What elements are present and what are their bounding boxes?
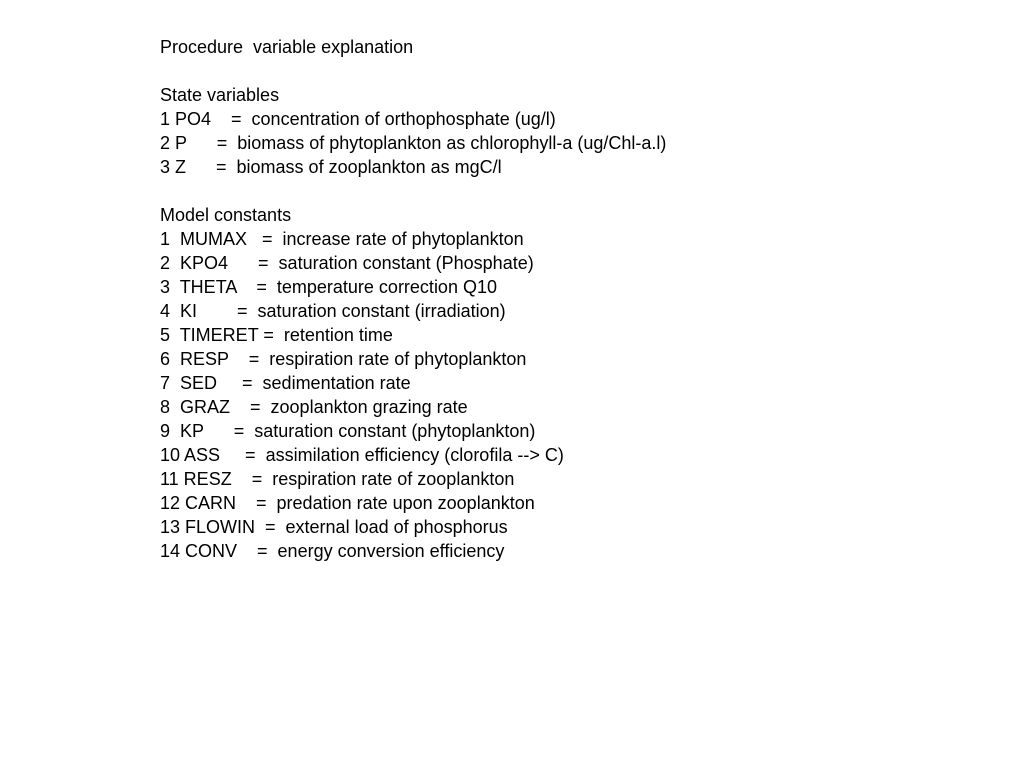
state-variable-item: 1 PO4 = concentration of orthophosphate (ug/l): [160, 109, 556, 129]
model-constant-item: 11 RESZ = respiration rate of zooplankton: [160, 469, 515, 489]
slide-title: Procedure variable explanation: [160, 37, 414, 57]
model-constant-item: 1 MUMAX = increase rate of phytoplankton: [160, 229, 524, 249]
model-constant-item: 9 KP = saturation constant (phytoplankton): [160, 421, 536, 441]
state-variable-item: 2 P = biomass of phytoplankton as chlorophyll-a (ug/Chl-a.l): [160, 133, 667, 153]
model-constant-item: 13 FLOWIN = external load of phosphorus: [160, 517, 508, 537]
model-constant-item: 14 CONV = energy conversion efficiency: [160, 541, 505, 561]
model-constant-item: 4 KI = saturation constant (irradiation): [160, 301, 506, 321]
model-constant-item: 5 TIMERET = retention time: [160, 325, 393, 345]
section-heading-model-constants: Model constants: [160, 205, 292, 225]
spacer: [160, 179, 980, 203]
spacer: [160, 59, 980, 83]
state-variable-item: 3 Z = biomass of zooplankton as mgC/l: [160, 157, 502, 177]
model-constant-item: 10 ASS = assimilation efficiency (clorofila --> C): [160, 445, 564, 465]
model-constant-item: 7 SED = sedimentation rate: [160, 373, 411, 393]
model-constant-item: 8 GRAZ = zooplankton grazing rate: [160, 397, 468, 417]
model-constant-item: 12 CARN = predation rate upon zooplankton: [160, 493, 535, 513]
slide-content: [160, 35, 980, 563]
model-constant-item: 3 THETA = temperature correction Q10: [160, 277, 497, 297]
model-constants-section: [160, 203, 980, 563]
model-constant-item: 2 KPO4 = saturation constant (Phosphate): [160, 253, 534, 273]
section-heading-state-variables: State variables: [160, 85, 280, 105]
model-constant-item: 6 RESP = respiration rate of phytoplankton: [160, 349, 527, 369]
state-variables-section: [160, 83, 980, 179]
